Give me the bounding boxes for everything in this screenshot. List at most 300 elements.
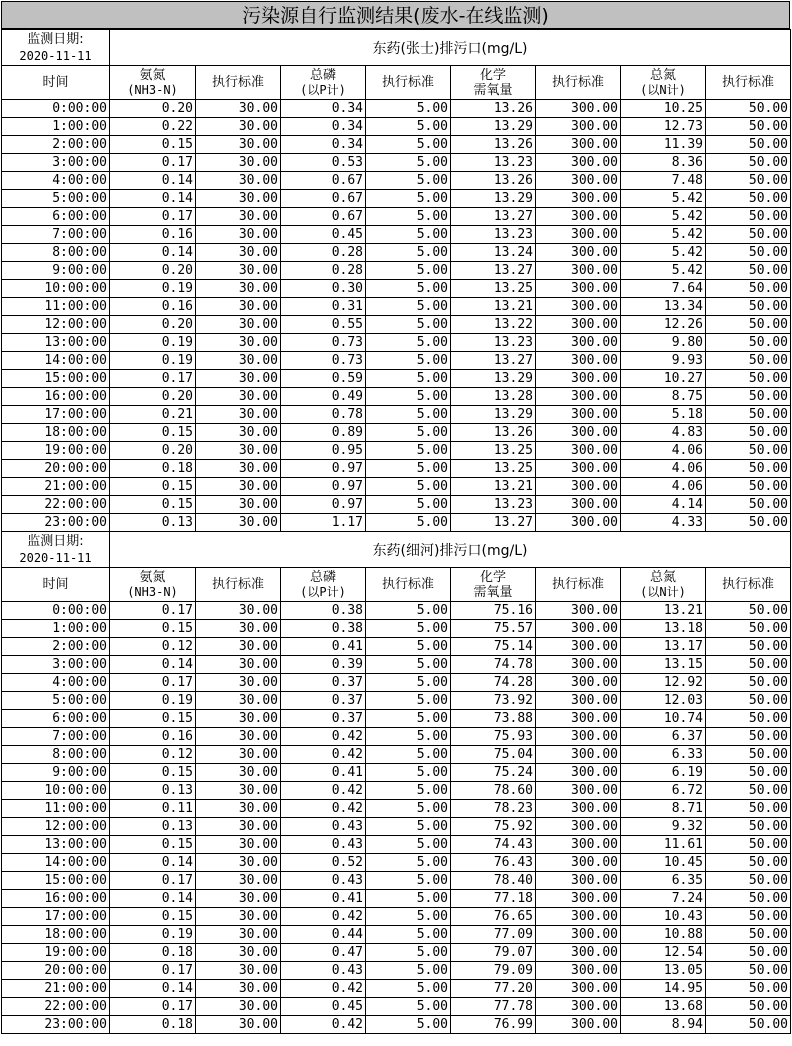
cell-phosphorus-standard: 5.00 <box>366 172 451 190</box>
column-header-label: 化学 <box>479 569 506 585</box>
cell-ammonia-standard: 30.00 <box>196 514 281 532</box>
cell-cod-standard: 300.00 <box>536 908 621 926</box>
cell-ammonia-standard: 30.00 <box>196 388 281 406</box>
cell-cod-standard: 300.00 <box>536 280 621 298</box>
cell-phosphorus-standard: 5.00 <box>366 692 451 710</box>
cell-total-phosphorus: 1.17 <box>281 514 366 532</box>
cell-time: 10:00:00 <box>2 280 110 298</box>
cell-phosphorus-standard: 5.00 <box>366 710 451 728</box>
cell-time: 5:00:00 <box>2 190 110 208</box>
cell-phosphorus-standard: 5.00 <box>366 262 451 280</box>
table-row <box>2 100 791 118</box>
table-row <box>2 190 791 208</box>
cell-total-phosphorus: 0.97 <box>281 460 366 478</box>
cell-ammonia-standard: 30.00 <box>196 908 281 926</box>
column-header-label: 执行标准 <box>551 75 604 90</box>
cell-total-nitrogen: 8.94 <box>621 1016 706 1034</box>
cell-time: 19:00:00 <box>2 944 110 962</box>
table-row <box>2 944 791 962</box>
cell-cod: 75.14 <box>451 638 536 656</box>
cell-total-phosphorus: 0.53 <box>281 154 366 172</box>
cell-total-phosphorus: 0.73 <box>281 352 366 370</box>
cell-nitrogen-standard: 50.00 <box>706 890 791 908</box>
cell-nitrogen-standard: 50.00 <box>706 728 791 746</box>
cell-time: 8:00:00 <box>2 244 110 262</box>
cell-ammonia-standard: 30.00 <box>196 962 281 980</box>
cell-phosphorus-standard: 5.00 <box>366 890 451 908</box>
cell-cod: 74.43 <box>451 836 536 854</box>
monitoring-date <box>2 532 110 568</box>
cell-total-phosphorus: 0.42 <box>281 980 366 998</box>
cell-time: 4:00:00 <box>2 172 110 190</box>
column-header-label: 执行标准 <box>211 75 264 90</box>
cell-total-phosphorus: 0.43 <box>281 962 366 980</box>
cell-cod-standard: 300.00 <box>536 818 621 836</box>
table-row <box>2 800 791 818</box>
cell-time: 21:00:00 <box>2 980 110 998</box>
cell-cod: 73.88 <box>451 710 536 728</box>
cell-time: 2:00:00 <box>2 136 110 154</box>
cell-time: 14:00:00 <box>2 854 110 872</box>
cell-total-nitrogen: 5.42 <box>621 190 706 208</box>
cell-phosphorus-standard: 5.00 <box>366 136 451 154</box>
cell-ammonia-standard: 30.00 <box>196 424 281 442</box>
cell-total-phosphorus: 0.44 <box>281 926 366 944</box>
column-header-total-phosphorus <box>281 568 366 602</box>
cell-cod: 13.27 <box>451 262 536 280</box>
cell-ammonia-standard: 30.00 <box>196 154 281 172</box>
date-label: 监测日期: <box>27 31 84 47</box>
cell-ammonia-nitrogen: 0.16 <box>110 728 196 746</box>
cell-ammonia-nitrogen: 0.22 <box>110 118 196 136</box>
cell-phosphorus-standard: 5.00 <box>366 746 451 764</box>
cell-total-phosphorus: 0.34 <box>281 136 366 154</box>
cell-nitrogen-standard: 50.00 <box>706 406 791 424</box>
cell-time: 11:00:00 <box>2 298 110 316</box>
column-header-label: 执行标准 <box>381 577 434 592</box>
cell-total-phosphorus: 0.37 <box>281 674 366 692</box>
table-row <box>2 172 791 190</box>
cell-time: 4:00:00 <box>2 674 110 692</box>
column-header-nitrogen-standard <box>706 66 791 100</box>
cell-nitrogen-standard: 50.00 <box>706 872 791 890</box>
cell-ammonia-standard: 30.00 <box>196 728 281 746</box>
table-row <box>2 478 791 496</box>
cell-ammonia-nitrogen: 0.13 <box>110 818 196 836</box>
cell-phosphorus-standard: 5.00 <box>366 926 451 944</box>
cell-total-phosphorus: 0.41 <box>281 890 366 908</box>
cell-total-nitrogen: 5.42 <box>621 244 706 262</box>
cell-cod: 13.21 <box>451 298 536 316</box>
column-header-sublabel: (NH3-N) <box>127 584 178 599</box>
cell-cod-standard: 300.00 <box>536 226 621 244</box>
cell-total-nitrogen: 4.06 <box>621 442 706 460</box>
cell-ammonia-standard: 30.00 <box>196 638 281 656</box>
table-row <box>2 1016 791 1034</box>
cell-cod-standard: 300.00 <box>536 334 621 352</box>
cell-time: 23:00:00 <box>2 514 110 532</box>
cell-nitrogen-standard: 50.00 <box>706 226 791 244</box>
cell-total-nitrogen: 10.43 <box>621 908 706 926</box>
cell-total-nitrogen: 4.06 <box>621 478 706 496</box>
cell-nitrogen-standard: 50.00 <box>706 154 791 172</box>
cell-ammonia-nitrogen: 0.19 <box>110 334 196 352</box>
cell-total-nitrogen: 6.37 <box>621 728 706 746</box>
cell-cod: 77.09 <box>451 926 536 944</box>
cell-time: 13:00:00 <box>2 334 110 352</box>
cell-ammonia-nitrogen: 0.15 <box>110 496 196 514</box>
cell-time: 8:00:00 <box>2 746 110 764</box>
column-header-sublabel: 需氧量 <box>473 82 513 98</box>
cell-total-phosphorus: 0.49 <box>281 388 366 406</box>
cell-cod: 13.28 <box>451 388 536 406</box>
cell-time: 23:00:00 <box>2 1016 110 1034</box>
cell-time: 12:00:00 <box>2 818 110 836</box>
cell-ammonia-standard: 30.00 <box>196 190 281 208</box>
cell-time: 6:00:00 <box>2 710 110 728</box>
table-row <box>2 908 791 926</box>
cell-cod-standard: 300.00 <box>536 298 621 316</box>
cell-nitrogen-standard: 50.00 <box>706 854 791 872</box>
cell-time: 0:00:00 <box>2 100 110 118</box>
cell-cod-standard: 300.00 <box>536 460 621 478</box>
cell-nitrogen-standard: 50.00 <box>706 118 791 136</box>
table-row <box>2 656 791 674</box>
column-header-label: 总磷 <box>309 67 336 83</box>
cell-nitrogen-standard: 50.00 <box>706 656 791 674</box>
cell-time: 17:00:00 <box>2 908 110 926</box>
cell-cod: 75.24 <box>451 764 536 782</box>
cell-nitrogen-standard: 50.00 <box>706 442 791 460</box>
column-header-ammonia-standard <box>196 66 281 100</box>
cell-time: 9:00:00 <box>2 262 110 280</box>
cell-total-phosphorus: 0.73 <box>281 334 366 352</box>
cell-ammonia-standard: 30.00 <box>196 800 281 818</box>
cell-ammonia-standard: 30.00 <box>196 782 281 800</box>
cell-cod-standard: 300.00 <box>536 728 621 746</box>
cell-nitrogen-standard: 50.00 <box>706 818 791 836</box>
table-row <box>2 980 791 998</box>
cell-total-phosphorus: 0.41 <box>281 638 366 656</box>
cell-time: 19:00:00 <box>2 442 110 460</box>
cell-total-phosphorus: 0.31 <box>281 298 366 316</box>
cell-total-nitrogen: 13.17 <box>621 638 706 656</box>
table-row <box>2 620 791 638</box>
cell-cod-standard: 300.00 <box>536 602 621 620</box>
cell-phosphorus-standard: 5.00 <box>366 118 451 136</box>
cell-ammonia-nitrogen: 0.18 <box>110 1016 196 1034</box>
cell-ammonia-nitrogen: 0.17 <box>110 674 196 692</box>
cell-total-nitrogen: 13.15 <box>621 656 706 674</box>
table-row <box>2 674 791 692</box>
cell-phosphorus-standard: 5.00 <box>366 764 451 782</box>
cell-phosphorus-standard: 5.00 <box>366 638 451 656</box>
column-header-cod <box>451 568 536 602</box>
cell-phosphorus-standard: 5.00 <box>366 854 451 872</box>
cell-ammonia-nitrogen: 0.14 <box>110 172 196 190</box>
cell-ammonia-standard: 30.00 <box>196 136 281 154</box>
cell-ammonia-standard: 30.00 <box>196 316 281 334</box>
cell-ammonia-standard: 30.00 <box>196 442 281 460</box>
cell-time: 2:00:00 <box>2 638 110 656</box>
cell-total-phosphorus: 0.39 <box>281 656 366 674</box>
cell-time: 16:00:00 <box>2 890 110 908</box>
cell-total-phosphorus: 0.89 <box>281 424 366 442</box>
cell-total-phosphorus: 0.52 <box>281 854 366 872</box>
table-row <box>2 406 791 424</box>
cell-cod: 13.24 <box>451 244 536 262</box>
cell-ammonia-nitrogen: 0.15 <box>110 424 196 442</box>
cell-total-nitrogen: 10.25 <box>621 100 706 118</box>
cell-cod: 74.78 <box>451 656 536 674</box>
cell-cod: 13.21 <box>451 478 536 496</box>
cell-ammonia-nitrogen: 0.16 <box>110 298 196 316</box>
cell-total-phosphorus: 0.43 <box>281 836 366 854</box>
cell-ammonia-standard: 30.00 <box>196 998 281 1016</box>
column-header-cod <box>451 66 536 100</box>
cell-phosphorus-standard: 5.00 <box>366 800 451 818</box>
cell-cod-standard: 300.00 <box>536 244 621 262</box>
cell-phosphorus-standard: 5.00 <box>366 316 451 334</box>
cell-nitrogen-standard: 50.00 <box>706 1016 791 1034</box>
cell-cod-standard: 300.00 <box>536 674 621 692</box>
column-header-label: 时间 <box>42 577 69 592</box>
cell-total-phosphorus: 0.42 <box>281 782 366 800</box>
cell-cod: 76.43 <box>451 854 536 872</box>
cell-total-phosphorus: 0.28 <box>281 262 366 280</box>
cell-cod-standard: 300.00 <box>536 190 621 208</box>
table-body <box>2 30 791 1034</box>
cell-ammonia-standard: 30.00 <box>196 226 281 244</box>
table-row <box>2 998 791 1016</box>
cell-time: 14:00:00 <box>2 352 110 370</box>
cell-ammonia-standard: 30.00 <box>196 710 281 728</box>
cell-time: 6:00:00 <box>2 208 110 226</box>
cell-time: 7:00:00 <box>2 728 110 746</box>
cell-total-nitrogen: 8.71 <box>621 800 706 818</box>
date-label: 监测日期: <box>27 533 84 549</box>
cell-nitrogen-standard: 50.00 <box>706 782 791 800</box>
cell-total-phosphorus: 0.45 <box>281 226 366 244</box>
cell-total-phosphorus: 0.43 <box>281 872 366 890</box>
cell-cod-standard: 300.00 <box>536 262 621 280</box>
cell-ammonia-standard: 30.00 <box>196 100 281 118</box>
cell-cod-standard: 300.00 <box>536 710 621 728</box>
cell-ammonia-standard: 30.00 <box>196 280 281 298</box>
table-row <box>2 962 791 980</box>
cell-cod-standard: 300.00 <box>536 100 621 118</box>
cell-ammonia-standard: 30.00 <box>196 674 281 692</box>
cell-cod: 75.57 <box>451 620 536 638</box>
cell-nitrogen-standard: 50.00 <box>706 800 791 818</box>
cell-total-phosphorus: 0.67 <box>281 190 366 208</box>
column-header-sublabel: (NH3-N) <box>127 82 178 97</box>
table-row <box>2 136 791 154</box>
cell-phosphorus-standard: 5.00 <box>366 998 451 1016</box>
cell-time: 12:00:00 <box>2 316 110 334</box>
cell-cod: 75.92 <box>451 818 536 836</box>
cell-cod-standard: 300.00 <box>536 980 621 998</box>
cell-ammonia-standard: 30.00 <box>196 406 281 424</box>
cell-cod: 77.78 <box>451 998 536 1016</box>
column-header-label: 执行标准 <box>722 75 775 90</box>
cell-nitrogen-standard: 50.00 <box>706 692 791 710</box>
cell-ammonia-nitrogen: 0.17 <box>110 602 196 620</box>
cell-phosphorus-standard: 5.00 <box>366 190 451 208</box>
cell-cod-standard: 300.00 <box>536 388 621 406</box>
cell-cod: 13.26 <box>451 172 536 190</box>
cell-phosphorus-standard: 5.00 <box>366 656 451 674</box>
cell-ammonia-standard: 30.00 <box>196 764 281 782</box>
cell-cod: 13.29 <box>451 118 536 136</box>
cell-cod-standard: 300.00 <box>536 746 621 764</box>
cell-cod-standard: 300.00 <box>536 406 621 424</box>
cell-time: 11:00:00 <box>2 800 110 818</box>
cell-ammonia-nitrogen: 0.17 <box>110 872 196 890</box>
cell-phosphorus-standard: 5.00 <box>366 908 451 926</box>
cell-total-nitrogen: 9.80 <box>621 334 706 352</box>
cell-total-phosphorus: 0.55 <box>281 316 366 334</box>
cell-time: 22:00:00 <box>2 998 110 1016</box>
table-row <box>2 746 791 764</box>
cell-phosphorus-standard: 5.00 <box>366 818 451 836</box>
cell-cod-standard: 300.00 <box>536 208 621 226</box>
station-header-row <box>2 30 791 66</box>
cell-cod: 13.26 <box>451 424 536 442</box>
cell-cod-standard: 300.00 <box>536 118 621 136</box>
cell-ammonia-standard: 30.00 <box>196 172 281 190</box>
cell-phosphorus-standard: 5.00 <box>366 1016 451 1034</box>
cell-phosphorus-standard: 5.00 <box>366 728 451 746</box>
cell-cod: 79.09 <box>451 962 536 980</box>
cell-ammonia-nitrogen: 0.17 <box>110 370 196 388</box>
cell-phosphorus-standard: 5.00 <box>366 442 451 460</box>
cell-ammonia-nitrogen: 0.14 <box>110 890 196 908</box>
cell-total-nitrogen: 8.36 <box>621 154 706 172</box>
column-header-sublabel: (以N计) <box>640 82 686 97</box>
cell-cod-standard: 300.00 <box>536 800 621 818</box>
column-header-label: 执行标准 <box>551 577 604 592</box>
cell-total-nitrogen: 13.68 <box>621 998 706 1016</box>
table-row <box>2 764 791 782</box>
cell-time: 21:00:00 <box>2 478 110 496</box>
cell-ammonia-nitrogen: 0.14 <box>110 656 196 674</box>
cell-total-nitrogen: 10.88 <box>621 926 706 944</box>
cell-ammonia-nitrogen: 0.17 <box>110 962 196 980</box>
cell-cod: 73.92 <box>451 692 536 710</box>
cell-ammonia-nitrogen: 0.18 <box>110 944 196 962</box>
cell-total-nitrogen: 4.06 <box>621 460 706 478</box>
table-row <box>2 352 791 370</box>
cell-nitrogen-standard: 50.00 <box>706 370 791 388</box>
cell-total-nitrogen: 12.54 <box>621 944 706 962</box>
cell-cod-standard: 300.00 <box>536 656 621 674</box>
cell-cod: 13.26 <box>451 100 536 118</box>
cell-nitrogen-standard: 50.00 <box>706 424 791 442</box>
cell-phosphorus-standard: 5.00 <box>366 620 451 638</box>
table-row <box>2 388 791 406</box>
column-header-ammonia-standard <box>196 568 281 602</box>
cell-total-phosphorus: 0.37 <box>281 692 366 710</box>
cell-time: 18:00:00 <box>2 424 110 442</box>
cell-total-nitrogen: 5.42 <box>621 226 706 244</box>
cell-ammonia-nitrogen: 0.16 <box>110 226 196 244</box>
cell-cod: 13.25 <box>451 280 536 298</box>
cell-total-phosphorus: 0.95 <box>281 442 366 460</box>
table-row <box>2 692 791 710</box>
cell-total-nitrogen: 11.61 <box>621 836 706 854</box>
column-header-total-nitrogen <box>621 66 706 100</box>
cell-cod: 75.16 <box>451 602 536 620</box>
cell-total-phosphorus: 0.28 <box>281 244 366 262</box>
cell-phosphorus-standard: 5.00 <box>366 280 451 298</box>
cell-nitrogen-standard: 50.00 <box>706 926 791 944</box>
cell-cod-standard: 300.00 <box>536 442 621 460</box>
cell-phosphorus-standard: 5.00 <box>366 352 451 370</box>
cell-phosphorus-standard: 5.00 <box>366 388 451 406</box>
cell-nitrogen-standard: 50.00 <box>706 962 791 980</box>
cell-nitrogen-standard: 50.00 <box>706 100 791 118</box>
cell-total-nitrogen: 12.92 <box>621 674 706 692</box>
cell-cod-standard: 300.00 <box>536 424 621 442</box>
cell-cod: 13.25 <box>451 442 536 460</box>
cell-phosphorus-standard: 5.00 <box>366 424 451 442</box>
cell-total-nitrogen: 13.21 <box>621 602 706 620</box>
cell-ammonia-nitrogen: 0.20 <box>110 100 196 118</box>
cell-total-nitrogen: 13.05 <box>621 962 706 980</box>
report-sheet <box>1 1 790 1034</box>
date-value: 2020-11-11 <box>19 48 92 63</box>
date-value: 2020-11-11 <box>19 550 92 565</box>
cell-cod: 76.65 <box>451 908 536 926</box>
cell-nitrogen-standard: 50.00 <box>706 190 791 208</box>
cell-total-phosphorus: 0.30 <box>281 280 366 298</box>
cell-time: 22:00:00 <box>2 496 110 514</box>
cell-total-nitrogen: 5.18 <box>621 406 706 424</box>
cell-cod-standard: 300.00 <box>536 1016 621 1034</box>
cell-total-nitrogen: 6.35 <box>621 872 706 890</box>
cell-total-nitrogen: 12.03 <box>621 692 706 710</box>
cell-cod-standard: 300.00 <box>536 352 621 370</box>
cell-phosphorus-standard: 5.00 <box>366 100 451 118</box>
cell-phosphorus-standard: 5.00 <box>366 298 451 316</box>
cell-ammonia-standard: 30.00 <box>196 298 281 316</box>
cell-ammonia-standard: 30.00 <box>196 890 281 908</box>
cell-phosphorus-standard: 5.00 <box>366 944 451 962</box>
cell-cod-standard: 300.00 <box>536 496 621 514</box>
cell-ammonia-standard: 30.00 <box>196 118 281 136</box>
page-title: 污染源自行监测结果(废水-在线监测) <box>1 1 790 29</box>
cell-ammonia-nitrogen: 0.19 <box>110 692 196 710</box>
cell-cod: 13.27 <box>451 208 536 226</box>
cell-time: 18:00:00 <box>2 926 110 944</box>
cell-time: 10:00:00 <box>2 782 110 800</box>
cell-cod: 74.28 <box>451 674 536 692</box>
cell-nitrogen-standard: 50.00 <box>706 172 791 190</box>
cell-nitrogen-standard: 50.00 <box>706 262 791 280</box>
column-header-total-phosphorus <box>281 66 366 100</box>
cell-cod: 13.29 <box>451 406 536 424</box>
cell-phosphorus-standard: 5.00 <box>366 406 451 424</box>
table-row <box>2 496 791 514</box>
cell-total-phosphorus: 0.43 <box>281 818 366 836</box>
cell-cod: 76.99 <box>451 1016 536 1034</box>
cell-phosphorus-standard: 5.00 <box>366 980 451 998</box>
cell-phosphorus-standard: 5.00 <box>366 496 451 514</box>
cell-ammonia-standard: 30.00 <box>196 692 281 710</box>
cell-total-nitrogen: 14.95 <box>621 980 706 998</box>
table-row <box>2 280 791 298</box>
